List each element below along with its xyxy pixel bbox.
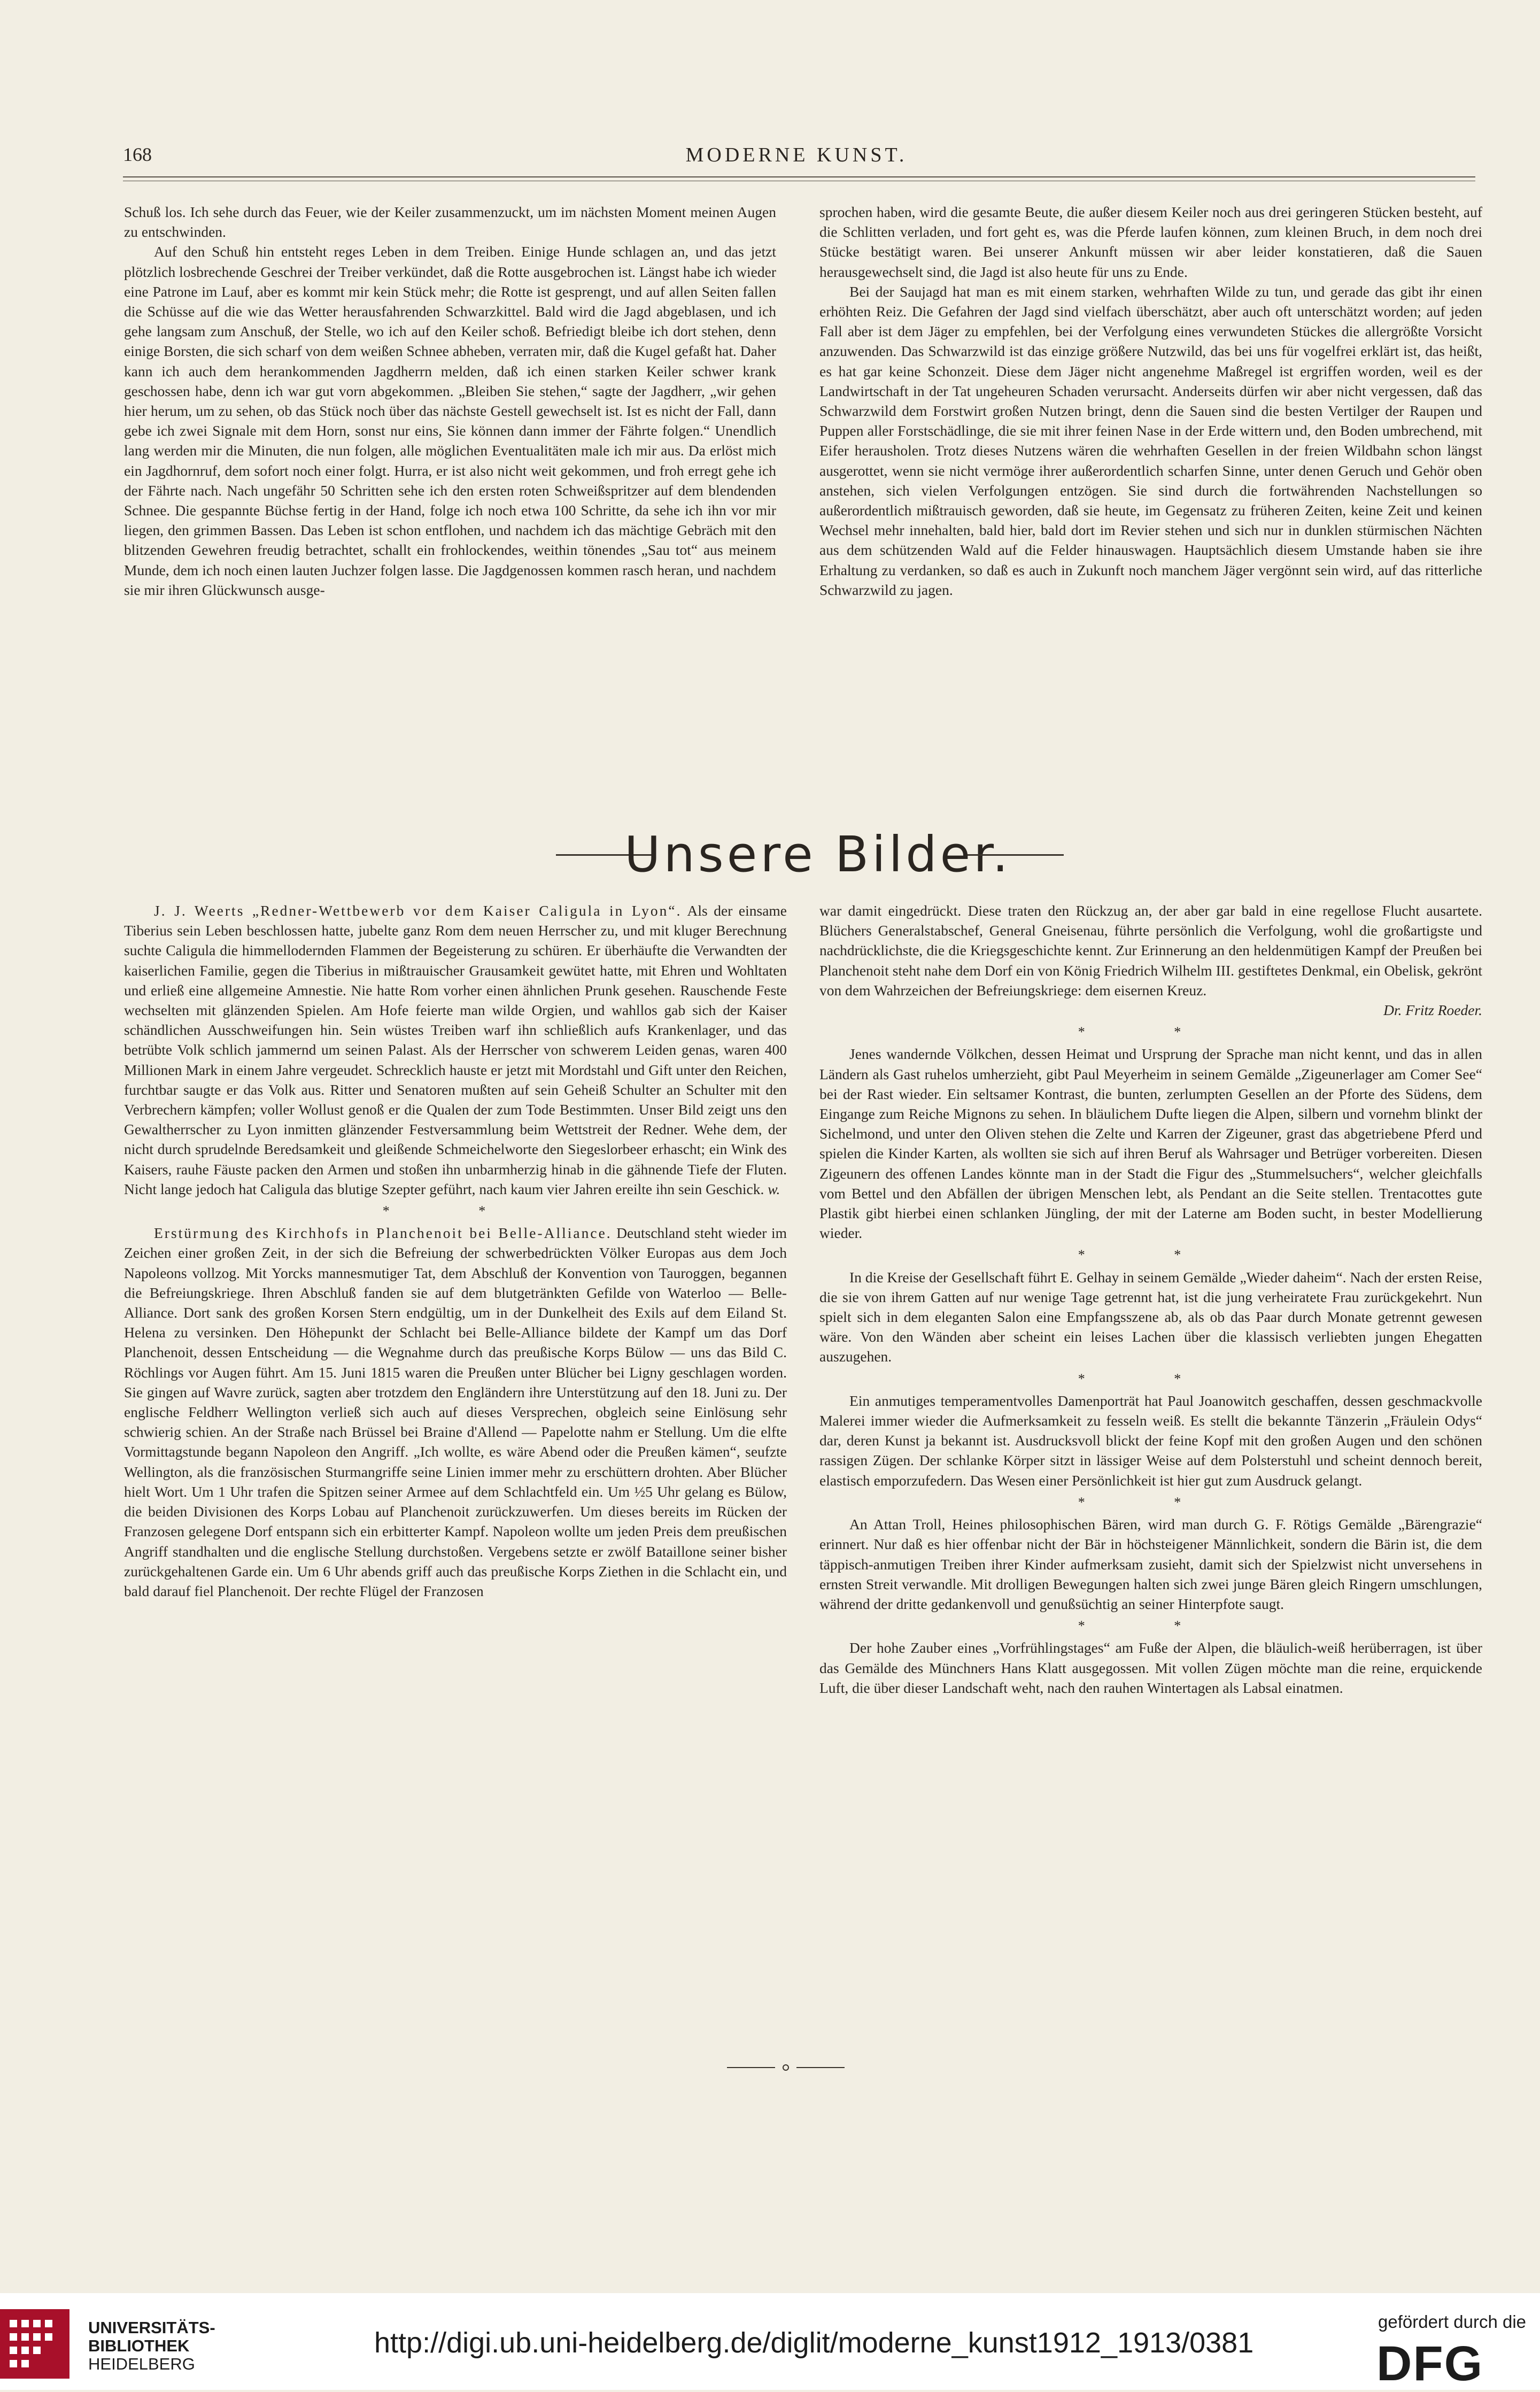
page-number: 168 bbox=[123, 144, 152, 165]
article-column-bottom-right bbox=[819, 901, 1482, 1698]
section-separator: * * bbox=[382, 1203, 529, 1219]
section-title-text: Unsere Bilder. bbox=[624, 826, 1011, 883]
paragraph: Der hohe Zauber eines „Vorfrühlingstages“ am Fuße der Alpen, die bläulich-weiß herüberragen, ist über das Gemälde des Münchners Hans Klatt ausgegossen. Mit vollen Zügen möchte man die reine, erquickende Luft, die über dieser Landschaft weht, nach den rauhen Wintertagen als Labsal einatmen. bbox=[819, 1639, 1482, 1696]
article-column-top-left bbox=[124, 202, 776, 600]
paragraph bbox=[124, 1223, 787, 1601]
signature: w. bbox=[768, 1180, 780, 1197]
paragraph: An Attan Troll, Heines philosophischen Bären, wird man durch G. F. Rötigs Gemälde „Bärengrazie“ erinnert. Nur daß es hier offenbar nicht der Bär in höchsteigener Männlichkeit, sondern die Bärin ist, die dem täppisch-anmutigen Treiben ihrer Kinder aufmerksam zusieht, damit sich der Spielzwist nicht unversehens in ernsten Streit verwandle. Mit drolligen Bewegungen halten sich zwei junge Bären gleich Ringern umschlungen, während der dritte gedankenvoll und genußsüchtig an seiner Hinterpfote saugt. bbox=[819, 1516, 1482, 1612]
section-separator: * * bbox=[1078, 1371, 1224, 1387]
paragraph: sprochen haben, wird die gesamte Beute, die außer diesem Keiler noch aus drei geringeren Stücken besteht, auf die Schlitten verladen, und fort geht es, was die Pferde laufen können, zum kleinen Bruch, in dem noch drei Stücke bestätigt waren. Bei unserer Ankunft müssen wir aber leider konstatieren, daß die Sauen herausgewechselt sind, die Jagd ist also heute für uns zu Ende. bbox=[819, 204, 1482, 280]
paragraph: war damit eingedrückt. Diese traten den Rückzug an, der aber gar bald in eine regellose Flucht ausartete. Blüchers Generalstabschef, General Gneisenau, führte persönlich die Verfolgung, wohl die großartigste und nachdrücklichste, die die Kriegsgeschichte kennt. Zur Erinnerung an den heldenmütigen Kampf der Preußen bei Planchenoit steht nahe dem Dorf ein von König Friedrich Wilhelm III. gestiftetes Denkmal, ein Obelisk, gekrönt von dem Wahrzeichen der Befreiungskriege: dem eisernen Kreuz. bbox=[819, 902, 1482, 998]
paragraph: Auf den Schuß hin entsteht reges Leben in dem Treiben. Einige Hunde schlagen an, und das jetzt plötzlich losbrechende Geschrei der Treiber verkündet, daß die Rotte ausgebrochen ist. Längst habe ich wieder eine Patrone im Lauf, aber es kommt mir kein Stück mehr; die Rotte ist gesprengt, und auf allen Seiten fallen die Schüsse auf die wie das Wetter herausfahrenden Schwarzkittel. Bald wird die Jagd abgeblasen, und ich gehe langsam zum Anschuß, der Stelle, wo ich auf den Keiler schoß. Befriedigt bleibe ich dort stehen, denn einige Borsten, die sich scharf von dem weißen Schnee abheben, verraten mir, daß die Kugel gefaßt hat. Daher kann ich auch dem herankommenden Jagdherrn melden, daß ich einen starken Keiler schwer krank geschossen habe, denn ich war gut vorn abgekommen. „Bleiben Sie stehen,“ sagte der Jagdherr, „wir gehen hier herum, um zu sehen, ob das Stück noch über das nächste Gestell gewechselt ist. Ist es nicht der Fall, dann gebe ich zwei Signale mit dem Horn, sonst nur eins, Sie können dann immer der Fährte folgen.“ Unendlich lang werden mir die Minuten, die nun folgen, alle möglichen Eventualitäten male ich mir aus. Da erlöst mich ein Jagdhornruf, dem sofort noch einer folgt. Hurra, er ist also nicht weit gekommen, und froh erregt gehe ich der Fährte nach. Nach ungefähr 50 Schritten sehe ich den ersten roten Schweißspritzer auf dem blendenden Schnee. Die gespannte Büchse fertig in der Hand, folge ich noch etwa 100 Schritte, da sehe ich ihn vor mir liegen, den grimmen Bassen. Das Leben ist schon entflohen, und nachdem ich das mächtige Gebräch mit den blitzenden Gewehren freudig betrachtet, schallt ein frohlockendes, weithin tönendes „Sau tot“ aus meinem Munde, dem ich noch einen lauten Juchzer folgen lasse. Die Jagdgenossen kommen rasch heran, und nachdem sie mir ihren Glückwunsch ausge- bbox=[124, 243, 776, 598]
dfg-logo: DFG bbox=[1376, 2336, 1484, 2391]
section-separator: * * bbox=[1078, 1494, 1224, 1510]
page-header bbox=[123, 143, 1470, 170]
section-separator: * * bbox=[1078, 1024, 1224, 1040]
digitization-footer bbox=[0, 2293, 1540, 2390]
section-title bbox=[524, 826, 1112, 890]
paragraph: Jenes wandernde Völkchen, dessen Heimat und Ursprung der Sprache man nicht kennt, und das in allen Ländern als Gast ruhelos umherzieht, gibt Paul Meyerheim in seinem Gemälde „Zigeunerlager am Comer See“ bei der Rast wieder. Ein seltsamer Kontrast, die bunten, zerlumpten Gesellen an der Pforte des Südens, dem Eingange zum Reiche Mignons zu sehen. In bläulichem Dufte liegen die Alpen, silbern und vornehm blinkt der Sichelmond, und unter den Oliven stehen die Zelte und Karren der Zigeuner, grast das abgetriebene Pferd und spielen die Kinder Karten, als wollten sie sich auf ihren Beruf als Wahrsager und Betrüger vorbereiten. Diesen Zigeunern des offenen Landes könnte man in der Stadt die Figur des „Stummelsuchers“, welcher gleichfalls vom Bettel und den Abfällen der übrigen Menschen lebt, als Pendant an die Seite stellen. Trentacottes gute Plastik gibt hierbei einen schlanken Jüngling, der mit der Laterne am Boden sucht, in bester Modellierung wieder. bbox=[819, 1046, 1482, 1242]
paragraph-text: Deutschland steht wieder im Zeichen einer großen Zeit, in der sich die Befreiung der schwerbedrückten Völker Europas aus dem Joch Napoleons vollzog. Mit Yorcks mannesmutiger Tat, dem Abschluß der Konvention von Tauroggen, begannen die Befreiungskriege. Ihren Abschluß fanden sie auf dem blutgetränkten Gefilde von Waterloo — Belle-Alliance. Dort sank des großen Korsen Stern endgültig, um in der Dunkelheit des Exils auf dem Eiland St. Helena zu versinken. Den Höhepunkt der Schlacht bei Belle-Alliance bildete der Kampf um das Dorf Planchenoit, dessen Entscheidung — die Wegnahme durch das preußische Korps Bülow — uns das Bild C. Röchlings vor Augen führt. Am 15. Juni 1815 waren die Preußen unter Blücher bei Ligny geschlagen worden. Sie gingen auf Wavre zurück, sagten aber trotzdem den Engländern ihre Unterstützung auf den 18. Juni zu. Der englische Feldherr Wellington verließ sich auch auf dieses Versprechen, obgleich seine Einlösung sehr schwierig schien. An der Straße nach Brüssel bei Braine d'Allend — Papelotte nahm er Stellung. Um die elfte Vormittagstunde begann Napoleon den Angriff. „Ich wollte, es wäre Abend oder die Preußen kämen“, seufzte Wellington, als die französischen Sturmangriffe seine Linien immer mehr zu erschüttern drohten. Aber Blücher hielt Wort. Um 1 Uhr trafen die Spitzen seiner Armee auf dem Schlachtfeld ein. Um ½5 Uhr gelang es Bülow, die beiden Divisionen des Korps Lobau auf Planchenoit zurückzuwerfen. Um dieses bereits im Rücken der Franzosen gelegene Dorf entspann sich ein erbitterter Kampf. Napoleon wollte um jeden Preis dem preußischen Angriff standhalten und die englische Stellung durchstoßen. Vergebens setzte er zwölf Bataillone seiner bisher zurückgehaltenen Garde ein. Um 6 Uhr abends griff auch das preußische Korps Ziethen in die Schlacht ein, und bald darauf fiel Planchenoit. Der rechte Flügel der Franzosen bbox=[124, 1225, 787, 1599]
paragraph: Ein anmutiges temperamentvolles Damenporträt hat Paul Joanowitch geschaffen, dessen geschmackvolle Malerei immer wieder die Aufmerksamkeit zu fesseln weiß. Es stellt die bekannte Tänzerin „Fräulein Odys“ dar, deren Kunst ja bekannt ist. Ausdrucksvoll blickt der feine Kopf mit den großen Augen und den schönen rassigen Zügen. Der schlanke Körper sitzt in lässiger Weise auf dem Polsterstuhl und scheint dennoch bereit, elastisch emporzufedern. Das Wesen einer Persönlichkeit ist hier gut zum Ausdruck gelangt. bbox=[819, 1392, 1482, 1489]
header-rule bbox=[123, 176, 1475, 181]
article-column-top-right bbox=[819, 202, 1482, 600]
funded-by-label: gefördert durch die bbox=[1378, 2312, 1527, 2332]
paragraph: Schuß los. Ich sehe durch das Feuer, wie der Keiler zusammenzuckt, um im nächsten Moment meinen Augen zu entschwinden. bbox=[124, 204, 776, 241]
paragraph: In die Kreise der Gesellschaft führt E. Gelhay in seinem Gemälde „Wieder daheim“. Nach der ersten Reise, die sie von ihrem Gatten auf nur wenige Tage getrennt hat, ist die jung verheiratete Frau zurückgekehrt. Nun spielt sich in dem eleganten Salon eine Empfangsszene ab, als ob das Paar durch Monate getrennt gewesen wäre. Von den Wänden aber scheint ein leises Lachen über die klassisch verliebten jungen Ehegatten auszugehen. bbox=[819, 1268, 1482, 1365]
paragraph: Bei der Saujagd hat man es mit einem starken, wehrhaften Wilde zu tun, und gerade das gibt ihr einen erhöhten Reiz. Die Gefahren der Jagd sind vielfach überschätzt, aber auch oft unterschätzt worden; auf jeden Fall aber ist dem Jäger zu empfehlen, bei der Verfolgung eines verwundeten Stückes die allergrößte Vorsicht anzuwenden. Das Schwarzwild ist das einzige größere Nutzwild, das bei uns für vogelfrei erklärt ist, das heißt, es hat gar keine Schonzeit. Diese dem Jäger nicht angenehme Maßregel ist ergriffen worden, weil es der Landwirtschaft in der Tat ungeheuren Schaden verursacht. Anderseits dürfen wir aber nicht vergessen, daß das Schwarzwild dem Forstwirt großen Nutzen bringt, denn die Sauen sind die besten Vertilger der Raupen und Puppen aller Forstschädlinge, die sie mit ihrer feinen Nase in der Erde wittern und, den Boden umbrechend, mit Eifer herausholen. Trotz dieses Nutzens wären die wehrhaften Gesellen in der freien Wildbahn schon längst ausgerottet, wenn sie nicht vermöge ihrer außerordentlich scharfen Sinne, unter denen Geruch und Gehör oben anstehen, sich vielen Verfolgungen entzögen. Sie sind durch die fortwährenden Nachstellungen so außerordentlich mißtrauisch geworden, daß sie heute, im Gegensatz zu früheren Zeiten, keine Zeit und keinen Wechsel mehr innehalten, bald hier, bald dort im Revier stehen und sich nur in dunklen stürmischen Nächten aus dem schützenden Wald auf die Felder hinauswagen. Hauptsächlich diesem Umstande haben sie ihre Erhaltung zu verdanken, so daß es auch in Zukunft noch manchem Jäger vergönnt sein wird, auf das ritterliche Schwarzwild zu jagen. bbox=[819, 283, 1482, 598]
article-column-bottom-left bbox=[124, 901, 787, 1601]
paragraph-text: Als der einsame Tiberius sein Leben beschlossen hatte, jubelte ganz Rom dem neuen Herrscher zu, und mit kluger Berechnung suchte Caligula die himmellodernden Flammen der Begeisterung zu schüren. Er überhäufte die Verwandten der kaiserlichen Familie, gegen die Tiberius in mißtrauischer Grausamkeit gewütet hatte, mit Ehren und Wohltaten und erließ eine allgemeine Amnestie. Nie hatte Rom vorher einen ähnlichen Prunk gesehen. Rauschende Feste wechselten mit glänzenden Spielen. Am Hofe feierte man wilde Orgien, und wahllos gab sich der Kaiser schändlichen Ausschweifungen hin. Sein wüstes Treiben warf ihn schließlich aufs Krankenlager, und das betrübte Volk schlich jammernd um seinen Palast. Als der Herrscher von schwerem Leiden genas, waren 400 Millionen Mark in einem Jahre vergeudet. Schrecklich hauste er jetzt mit Mordstahl und Gift unter den Reichen, furchtbar saugte er das Volk aus. Ritter und Senatoren mußten auf sein Geheiß Schulter an Schulter mit den Verbrechern kämpfen; voller Wollust genoß er die Qualen der zum Tode Bestimmten. Unser Bild zeigt uns den Gewaltherrscher zu Lyon inmitten glänzender Festversammlung beim Wettstreit der Redner. Wehe dem, der nicht durch sprudelnde Beredsamkeit und gleißende Schmeichelworte den Siegeslorbeer erhascht; ein Wink des Kaisers, rauhe Fäuste packen den Armen und stoßen ihn unbarmherzig hinab in die gähnende Tiefe der Fluten. Nicht lange jedoch hat Caligula das blutige Szepter geführt, nach kaum vier Jahren ereilte ihn sein Geschick. bbox=[124, 902, 787, 1197]
artwork-title: Erstürmung des Kirchhofs in Planchenoit bei Belle-Alliance. bbox=[154, 1225, 612, 1242]
running-title: MODERNE KUNST. bbox=[685, 144, 908, 166]
source-url-link[interactable]: http://digi.ub.uni-heidelberg.de/diglit/moderne_kunst1912_1913/0381 bbox=[374, 2327, 1254, 2359]
end-ornament bbox=[727, 2062, 845, 2073]
paragraph bbox=[124, 901, 787, 1199]
section-separator: * * bbox=[1078, 1618, 1224, 1634]
university-seal-icon bbox=[0, 2309, 69, 2379]
title-ornament-right bbox=[968, 854, 1064, 858]
signature: Dr. Fritz Roeder. bbox=[1383, 1002, 1482, 1019]
university-name: UNIVERSITÄTS- BIBLIOTHEK HEIDELBERG bbox=[88, 2318, 215, 2373]
artwork-title: J. J. Weerts „Redner-Wettbewerb vor dem Kaiser Caligula in Lyon“. bbox=[154, 902, 682, 919]
section-separator: * * bbox=[1078, 1247, 1224, 1263]
